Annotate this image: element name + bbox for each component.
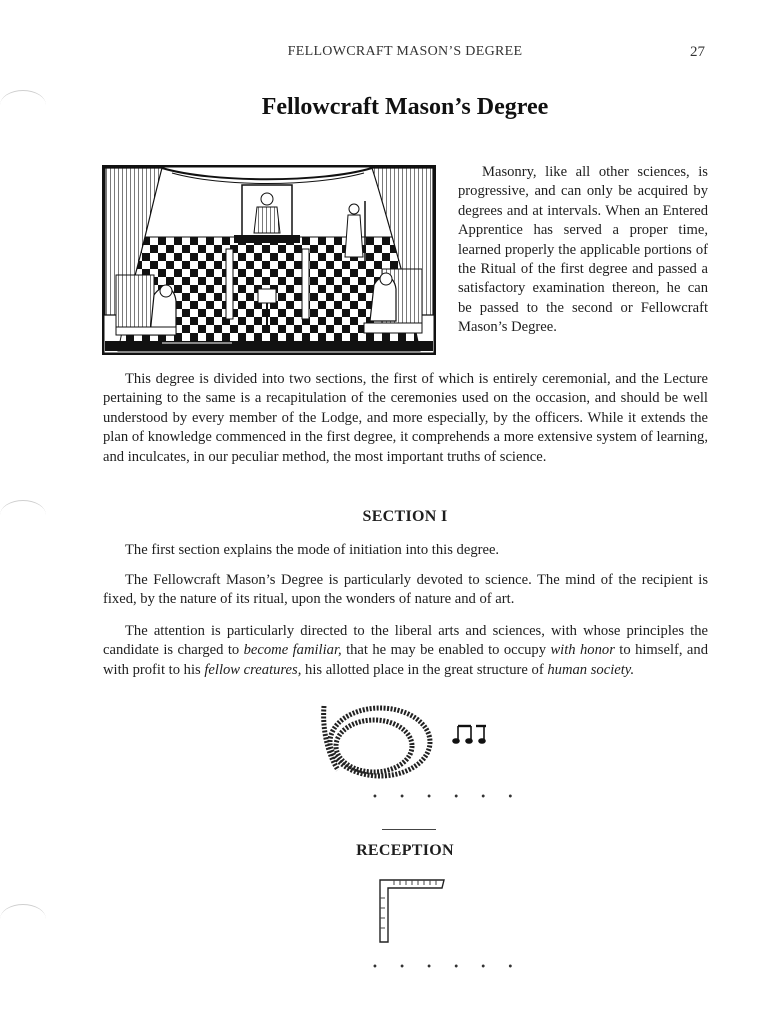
intro-paragraph: Masonry, like all other sciences, is progressive, and can only be acquired by degrees and at intervals. When an Entered Apprentice has served a proper time, learned properly the applicable portions of the Ritual of the first degree and passed a satisfactory examination thereon, he can be passed to the second or Fellowcraft Mason’s Degree.: [458, 164, 708, 336]
section-heading: SECTION I: [362, 508, 448, 525]
body-paragraph: The first section explains the mode of initiation into this degree.: [125, 542, 500, 558]
italic-text: human society.: [547, 661, 635, 678]
body-paragraph: [103, 622, 708, 680]
lodge-room-engraving-icon: [102, 165, 436, 355]
italic-text: with honor: [550, 642, 615, 659]
ornamental-dots: • • • • • •: [372, 962, 523, 973]
square-tool-icon: [376, 876, 448, 946]
italic-text: become familiar,: [243, 642, 342, 659]
page-title: Fellowcraft Mason’s Degree: [261, 94, 549, 120]
cable-tow-rope-icon: [316, 700, 438, 790]
page-number: 27: [690, 44, 705, 60]
italic-text: fellow creatures,: [204, 661, 302, 678]
divider-rule: [382, 829, 436, 830]
punch-hole-mark: [0, 904, 46, 919]
body-paragraph: This degree is divided into two sections, the first of which is entirely ceremonial, and the Lecture pertaining to the same is a recapitulation of the ceremonies used on the occasion, and should be well understood by every member of the Lodge, and more especially, by the officers. While it extends the plan of knowledge commenced in the first degree, it comprehends a more extensive system of learning, and inculcates, in our peculiar method, the most important truths of science.: [103, 371, 708, 465]
knocks-notation-icon: [452, 722, 492, 746]
reception-heading: RECEPTION: [356, 842, 454, 859]
text-run: to himself, and with profit to his: [103, 642, 708, 678]
running-header: FELLOWCRAFT MASON’S DEGREE: [287, 44, 523, 59]
ornamental-dots: • • • • • •: [372, 792, 523, 803]
text-run: that he may be enabled to occupy: [341, 642, 551, 659]
text-run: The attention is particularly directed to the liberal arts and sciences, with whose principles the candidate is charged to: [103, 623, 708, 659]
text-run: his allotted place in the great structure of: [301, 661, 548, 678]
body-paragraph: The Fellowcraft Mason’s Degree is particularly devoted to science. The mind of the recipient is fixed, by the nature of its ritual, upon the wonders of nature and of art.: [103, 572, 708, 608]
